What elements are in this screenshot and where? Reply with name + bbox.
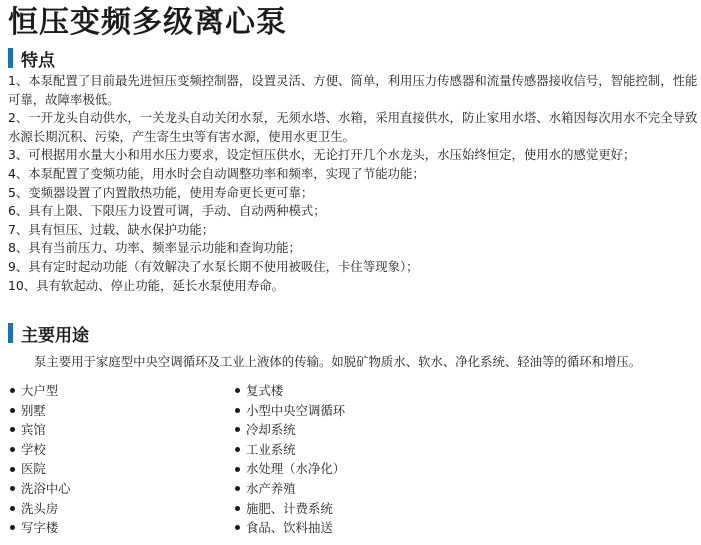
feature-item: 2、一开龙头自动供水，一关龙头自动关闭水泵，无须水塔、水箱，采用直接供水，防止家用水塔、水箱因每次用水不完全导致水源长期沉积、污染，产生寄生虫等有害水源，使用水更卫生。 xyxy=(8,110,698,144)
bullet-icon xyxy=(235,525,240,530)
page-title: 恒压变频多级离心泵 xyxy=(8,5,287,40)
bullet-icon xyxy=(10,388,15,393)
bullet-icon xyxy=(235,427,240,432)
list-item xyxy=(235,499,345,519)
feature-item: 7、具有恒压、过载、缺水保护功能； xyxy=(8,221,215,237)
list-item-label: 食品、饮料抽送 xyxy=(246,520,333,536)
features-title: 特点 xyxy=(21,50,55,71)
bullet-icon xyxy=(235,467,240,472)
feature-item: 9、具有定时起动功能（有效解决了水泵长期不使用被吸住，卡住等现象）； xyxy=(8,258,419,274)
list-item-label: 医院 xyxy=(21,461,46,477)
list-item xyxy=(10,479,71,499)
uses-title: 主要用途 xyxy=(21,325,89,346)
feature-item: 10、具有软起动、停止功能，延长水泵使用寿命。 xyxy=(8,277,284,293)
list-item xyxy=(10,459,71,479)
list-item xyxy=(235,381,345,401)
list-item xyxy=(235,401,345,421)
bullet-icon xyxy=(235,486,240,491)
features-list xyxy=(8,72,698,295)
feature-item: 3、可根据用水量大小和用水压力要求，设定恒压供水，无论打开几个水龙头，水压始终恒定，使用水的感觉更好； xyxy=(8,147,636,163)
list-item-label: 别墅 xyxy=(21,402,46,418)
uses-header xyxy=(8,322,89,344)
feature-item: 6、具有上限、下限压力设置可调，手动、自动两种模式； xyxy=(8,203,326,219)
list-item xyxy=(10,401,71,421)
list-item-label: 写字楼 xyxy=(21,520,59,536)
bullet-icon xyxy=(10,408,15,413)
bullet-icon xyxy=(235,506,240,511)
list-item xyxy=(10,381,71,401)
bullet-icon xyxy=(10,506,15,511)
uses-intro: 泵主要用于家庭型中央空调循环及工业上液体的传输。如脱矿物质水、软水、净化系统、轻油等的循环和增压。 xyxy=(34,354,642,369)
list-item-label: 水处理（水净化） xyxy=(246,461,346,477)
feature-item: 4、本泵配置了变频功能，用水时会自动调整功率和频率，实现了节能功能； xyxy=(8,165,425,181)
features-header xyxy=(8,47,55,69)
list-item xyxy=(10,518,71,538)
list-item-label: 小型中央空调循环 xyxy=(246,402,346,418)
list-item-label: 宾馆 xyxy=(21,422,46,438)
bullet-icon xyxy=(10,525,15,530)
uses-list-left xyxy=(10,381,71,538)
list-item xyxy=(235,459,345,479)
section-accent-bar xyxy=(8,323,13,343)
list-item xyxy=(235,518,345,538)
list-item-label: 工业系统 xyxy=(246,441,296,457)
bullet-icon xyxy=(235,388,240,393)
bullet-icon xyxy=(235,447,240,452)
list-item xyxy=(10,420,71,440)
bullet-icon xyxy=(235,408,240,413)
list-item xyxy=(10,440,71,460)
list-item-label: 冷却系统 xyxy=(246,422,296,438)
list-item-label: 复式楼 xyxy=(246,383,284,398)
list-item-label: 大户型 xyxy=(21,383,59,398)
list-item xyxy=(235,479,345,499)
list-item-label: 学校 xyxy=(21,441,46,457)
section-accent-bar xyxy=(8,48,13,68)
uses-list-right xyxy=(235,381,345,538)
bullet-icon xyxy=(10,486,15,491)
bullet-icon xyxy=(10,447,15,452)
list-item-label: 施肥、计费系统 xyxy=(246,500,333,516)
list-item-label: 水产养殖 xyxy=(246,480,296,496)
list-item xyxy=(10,499,71,519)
list-item xyxy=(235,420,345,440)
feature-item: 1、本泵配置了目前最先进恒压变频控制器，设置灵活、方便、简单，利用压力传感器和流量传感器接收信号，智能控制，性能可靠，故障率极低。 xyxy=(8,73,698,107)
feature-item: 8、具有当前压力、功率、频率显示功能和查询功能； xyxy=(8,240,301,256)
list-item xyxy=(235,440,345,460)
bullet-icon xyxy=(10,467,15,472)
list-item-label: 洗浴中心 xyxy=(21,480,71,496)
bullet-icon xyxy=(10,427,15,432)
list-item-label: 洗头房 xyxy=(21,500,59,516)
feature-item: 5、变频器设置了内置散热功能，使用寿命更长更可靠； xyxy=(8,184,314,200)
